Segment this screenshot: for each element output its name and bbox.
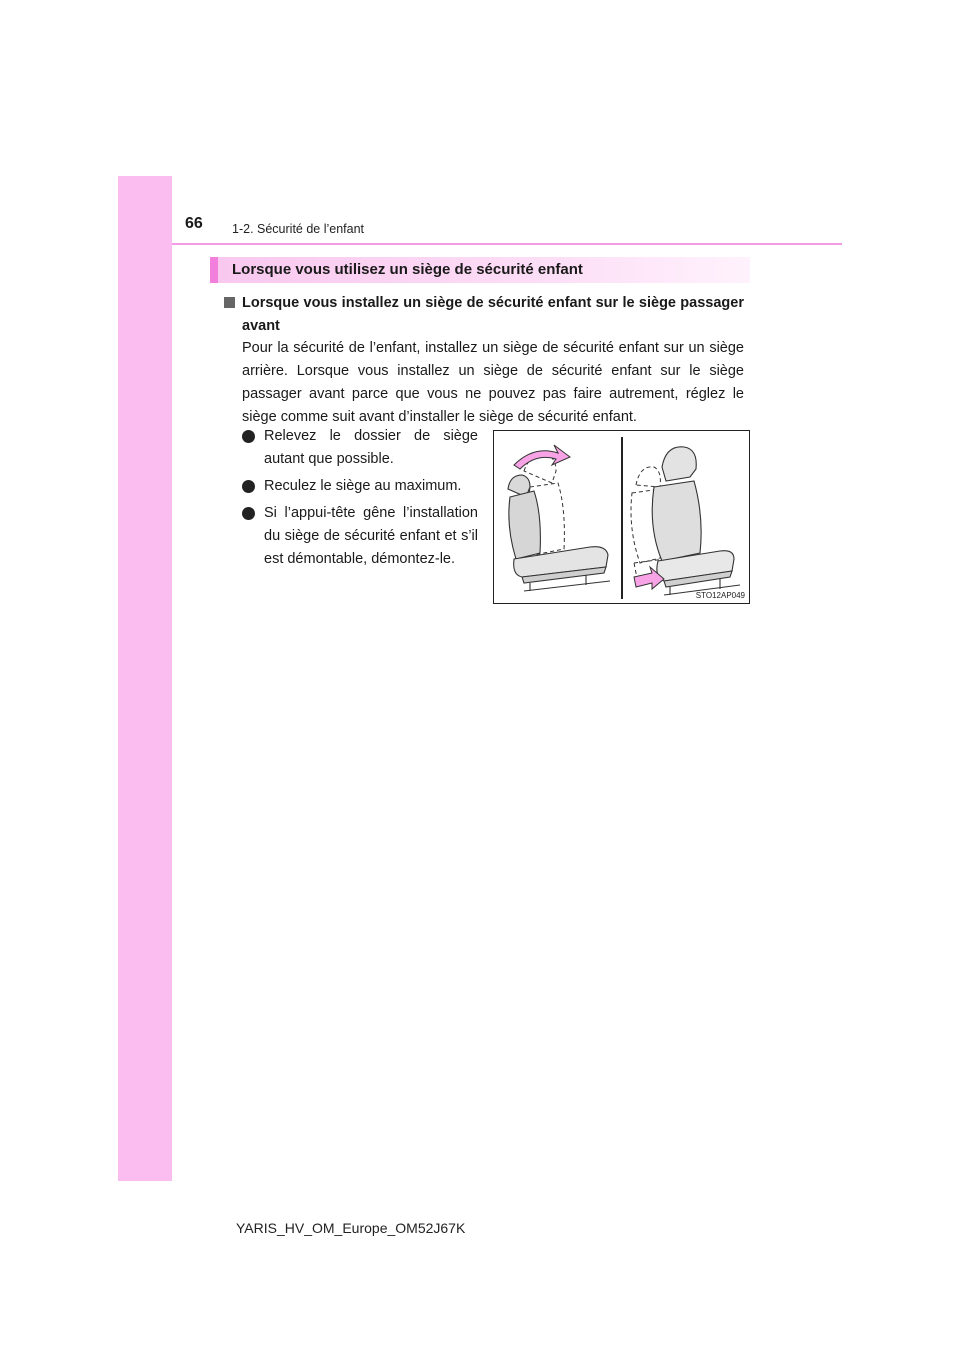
round-bullet-icon [242, 480, 255, 493]
list-item [242, 502, 478, 571]
body-paragraph: Pour la sécurité de l’enfant, installez un siège de sécurité enfant sur un siège arrière. Lorsque vous installez un siège de sécurité enfant sur le siège passager avant parce que vous ne pouvez pas faire autrement, réglez le siège comme suit avant d’installer le siège de sécurité enfant. [242, 340, 744, 425]
seat-adjustment-figure [493, 430, 750, 604]
list-item-text: Relevez le dossier de siège autant que possible. [264, 428, 478, 467]
round-bullet-icon [242, 430, 255, 443]
square-bullet-icon [224, 297, 235, 308]
chapter-tab-bar [118, 176, 172, 1181]
car-seat-adjustment-illustration [494, 431, 749, 603]
list-item [242, 425, 478, 471]
round-bullet-icon [242, 507, 255, 520]
subsection-heading [224, 292, 744, 338]
header-divider [172, 243, 842, 245]
footer-document-id: YARIS_HV_OM_Europe_OM52J67K [236, 1220, 466, 1236]
list-item [242, 475, 478, 498]
section-heading-box [210, 257, 750, 283]
breadcrumb: 1-2. Sécurité de l’enfant [232, 222, 365, 236]
instruction-list [242, 425, 478, 575]
page-number: 66 [185, 215, 203, 232]
list-item-text: Reculez le siège au maximum. [264, 478, 462, 494]
subsection-title: Lorsque vous installez un siège de sécurité enfant sur le siège passager avant [242, 295, 744, 334]
section-title: Lorsque vous utilisez un siège de sécurité enfant [232, 261, 583, 278]
figure-code: STO12AP049 [695, 591, 745, 600]
list-item-text: Si l’appui-tête gêne l’installation du siège de sécurité enfant et s’il est démontable, démontez-le. [264, 505, 478, 567]
